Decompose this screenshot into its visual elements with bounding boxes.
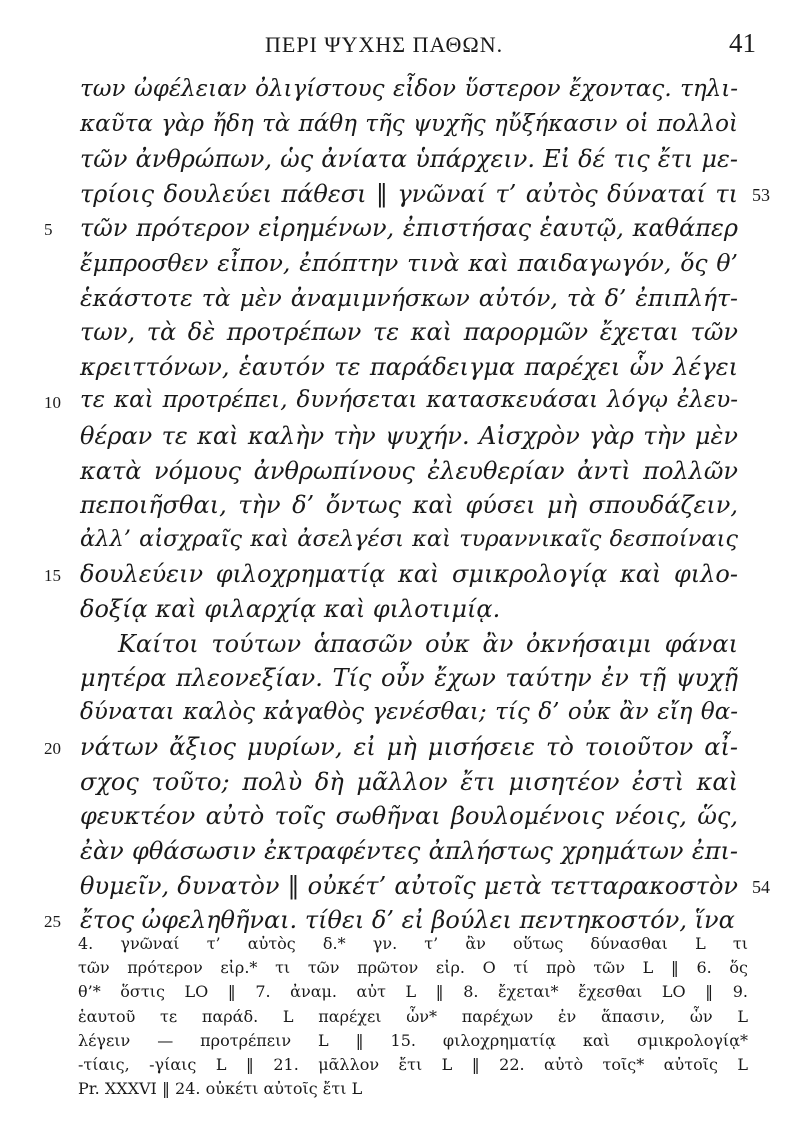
line-text: νάτων ἄξιος μυρίων, εἰ μὴ μισήσειε τὸ τοιοῦτον αἶ- <box>80 733 738 762</box>
line-number: 15 <box>44 566 61 586</box>
line-text: ἔτος ὠφεληθῆναι. τίθει δ’ εἰ βούλει πεντηκοστόν, ἵνα <box>80 906 735 935</box>
line-text: ἀλλ’ αἰσχραῖς καὶ ἀσελγέσι καὶ τυραννικαῖς δεσποίναις <box>80 525 738 552</box>
text-line <box>0 210 800 245</box>
text-line <box>0 453 800 488</box>
line-text: δύναται καλὸς κἀγαθὸς γενέσθαι; τίς δ’ οὐκ ἂν εἴη θα- <box>80 698 738 725</box>
text-line <box>0 798 800 833</box>
text-line <box>0 660 800 695</box>
text-line <box>0 868 800 903</box>
text-line <box>0 280 800 315</box>
line-text: σχος τοῦτο; πολὺ δὴ μᾶλλον ἔτι μισητέον ἐστὶ καὶ <box>80 767 738 796</box>
line-text: μητέρα πλεονεξίαν. Τίς οὖν ἔχων ταύτην ἐν τῇ ψυχῇ <box>80 664 738 693</box>
running-title: ΠΕΡΙ ΨΥΧΗΣ ΠΑΘΩΝ. <box>265 32 504 57</box>
footnote-line <box>0 932 800 956</box>
footnote-text: θ’* ὅστις LO ‖ 7. ἀναμ. αὐτ L ‖ 8. ἔχεται* ἔχεσθαι LO ‖ 9. <box>78 982 748 1002</box>
line-text: φευκτέον αὐτὸ τοῖς σωθῆναι βουλομένοις νέοις, ὥς, <box>80 802 738 831</box>
text-line <box>0 522 800 557</box>
line-text: των, τὰ δὲ προτρέπων τε καὶ παρορμῶν ἔχεται τῶν <box>80 318 738 347</box>
line-text: πεποιῆσθαι, τὴν δ’ ὄντως καὶ φύσει μὴ σπουδάζειν, <box>80 491 738 520</box>
text-line <box>0 729 800 764</box>
text-line <box>0 349 800 384</box>
footnote-text: τῶν πρότερον εἰρ.* τι τῶν πρῶτον εἰρ. Ο τί πρὸ τῶν L ‖ 6. ὅς <box>78 958 748 978</box>
line-text: θυμεῖν, δυνατὸν ‖ οὐκέτ’ αὐτοῖς μετὰ τετταρακοστὸν <box>80 871 738 900</box>
line-text: κρειττόνων, ἑαυτόν τε παράδειγμα παρέχει ὧν λέγει <box>80 352 738 381</box>
line-text: ἐὰν φθάσωσιν ἐκτραφέντες ἀπλήστως χρημάτων ἐπι- <box>80 837 738 866</box>
text-line <box>0 833 800 868</box>
footnote-text: Pr. XXXVI ‖ 24. οὐκέτι αὐτοῖς ἔτι L <box>78 1079 363 1099</box>
line-text: των ὠφέλειαν ὀλιγίστους εἶδον ὕστερον ἔχοντας. τηλι- <box>80 76 738 102</box>
line-number: 10 <box>44 393 61 413</box>
footnote-line <box>0 956 800 980</box>
line-text: καῦτα γὰρ ἤδη τὰ πάθη τῆς ψυχῆς ηὔξήκασιν οἱ πολλοὶ <box>80 110 738 137</box>
text-line <box>0 764 800 799</box>
footnote-line <box>0 1077 800 1101</box>
footnote-text: 4. γνῶναί τ’ αὐτὸς δ.* γν. τ’ ἂν οὕτως δύνασθαι L τι <box>78 934 748 953</box>
footnote-text: ἑαυτοῦ τε παράδ. L παρέχει ὧν* παρέχων ἐν ἅπασιν, ὧν L <box>78 1006 748 1026</box>
text-line <box>0 418 800 453</box>
footnote-line <box>0 1005 800 1029</box>
line-text: τρίοις δουλεύει πάθεσι ‖ γνῶναί τ’ αὐτὸς δύναταί τι <box>80 179 738 208</box>
text-line <box>0 626 800 661</box>
main-text <box>0 72 800 937</box>
footnote-line <box>0 1029 800 1053</box>
line-number: 25 <box>44 912 61 932</box>
footnote-text: -τίαις, -γίαις L ‖ 21. μᾶλλον ἔτι L ‖ 22. αὐτὸ τοῖς* αὐτοῖς L <box>78 1054 748 1074</box>
text-line <box>0 107 800 142</box>
text-line <box>0 141 800 176</box>
text-line <box>0 695 800 730</box>
line-text: τῶν ἀνθρώπων, ὡς ἀνίατα ὑπάρχειν. Εἰ δέ τις ἔτι με- <box>80 145 738 174</box>
text-line <box>0 176 800 211</box>
line-text: θέραν τε καὶ καλὴν τὴν ψυχήν. Αἰσχρὸν γὰρ τὴν μὲν <box>80 421 738 450</box>
footnote-text: λέγειν — προτρέπειν L ‖ 15. φιλοχρηματίᾳ καὶ σμικρολογίᾳ* <box>78 1030 748 1050</box>
line-text: ἑκάστοτε τὰ μὲν ἀναμιμνήσκων αὐτόν, τὰ δ’ ἐπιπλήτ- <box>80 283 738 312</box>
line-text: δοξίᾳ καὶ φιλαρχίᾳ καὶ φιλοτιμίᾳ. <box>80 594 501 623</box>
line-text: δουλεύειν φιλοχρηματίᾳ καὶ σμικρολογίᾳ καὶ φιλο- <box>80 560 738 589</box>
line-number: 20 <box>44 739 61 759</box>
text-line <box>0 591 800 626</box>
text-line <box>0 383 800 418</box>
line-text: τῶν πρότερον εἰρημένων, ἐπιστήσας ἑαυτῷ, καθάπερ <box>80 214 738 243</box>
margin-page-reference: 53 <box>752 184 770 205</box>
text-line <box>0 72 800 107</box>
text-line <box>0 245 800 280</box>
line-text: ἔμπροσθεν εἶπον, ἐπόπτην τινὰ καὶ παιδαγωγόν, ὅς θ’ <box>80 248 738 277</box>
line-text: κατὰ νόμους ἀνθρωπίνους ἐλευθερίαν ἀντὶ πολλῶν <box>80 456 738 485</box>
line-text: Καίτοι τούτων ἁπασῶν οὐκ ἂν ὀκνήσαιμι φάναι <box>118 629 738 658</box>
page-number: 41 <box>729 28 756 58</box>
footnote-line <box>0 1053 800 1077</box>
apparatus-criticus <box>0 932 800 1101</box>
text-line <box>0 314 800 349</box>
text-line <box>0 556 800 591</box>
margin-page-reference: 54 <box>752 876 770 897</box>
line-text: τε καὶ προτρέπει, δυνήσεται κατασκευάσαι λόγῳ ἐλευ- <box>80 387 738 414</box>
footnote-line <box>0 980 800 1004</box>
text-line <box>0 487 800 522</box>
line-number: 5 <box>44 220 53 240</box>
page-header <box>60 24 760 64</box>
